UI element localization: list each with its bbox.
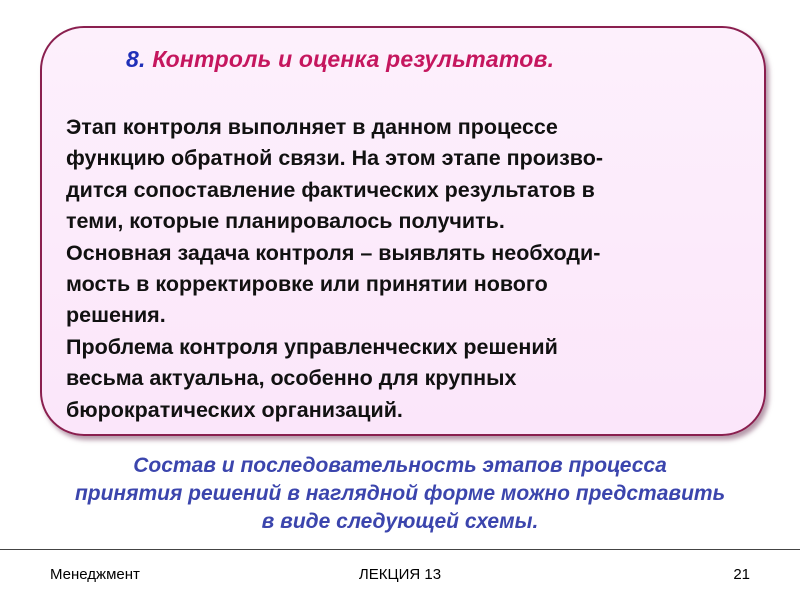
body-line: дится сопоставление фактических результатов в [66,177,595,202]
footer-divider [0,549,800,550]
summary-text [0,452,800,536]
section-body [66,112,746,426]
summary-line: в виде следующей схемы. [261,510,539,533]
body-line: Основная задача контроля – выявлять необходи- [66,240,601,265]
footer-page-number: 21 [733,566,750,583]
body-line: функцию обратной связи. На этом этапе произво- [66,146,604,171]
body-line: мость в корректировке или принятии нового [66,272,548,297]
body-line: Этап контроля выполняет в данном процессе [66,115,558,139]
summary-line: Состав и последовательность этапов процесса [133,454,667,477]
body-line: Проблема контроля управленческих решений [66,334,558,359]
body-line: весьма актуальна, особенно для крупных [66,366,517,391]
section-title [126,46,554,73]
footer-course: Менеджмент [50,566,140,583]
summary-line: принятия решений в наглядной форме можно представить [74,482,726,505]
section-title-text: Контроль и оценка результатов. [152,46,555,72]
content-card [40,26,766,436]
section-number: 8. [126,46,146,72]
body-line: теми, которые планировалось получить. [66,209,505,234]
footer-lecture: ЛЕКЦИЯ 13 [358,566,442,583]
body-line: бюрократических организаций. [66,397,403,422]
body-line: решения. [66,303,166,328]
